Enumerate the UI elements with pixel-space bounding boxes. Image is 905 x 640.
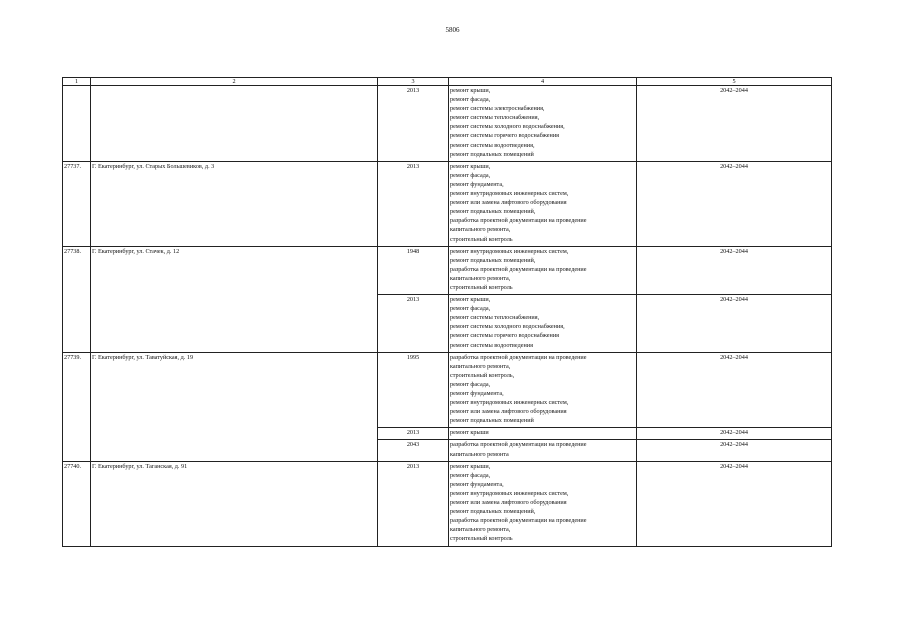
work-item: ремонт фасада, bbox=[450, 171, 491, 179]
column-header: 2 bbox=[91, 78, 378, 86]
work-item: капитального ремонта, bbox=[450, 226, 511, 234]
year-cell: 1995 bbox=[378, 352, 449, 428]
work-item: капитального ремонта bbox=[450, 450, 509, 458]
work-item: ремонт крыши, bbox=[450, 462, 491, 470]
work-item: ремонт системы горячего водоснабжения bbox=[450, 132, 559, 140]
work-item: ремонт подвальных помещений, bbox=[450, 508, 536, 516]
work-item: ремонт или замена лифтового оборудования bbox=[450, 199, 567, 207]
work-item: ремонт крыши, bbox=[450, 162, 491, 170]
work-item: ремонт крыши, bbox=[450, 87, 491, 94]
work-item: ремонт внутридомовых инженерных систем, bbox=[450, 489, 569, 497]
repair-period-cell: 2042–2044 bbox=[637, 161, 832, 246]
repair-period-cell: 2042–2044 bbox=[637, 295, 832, 353]
work-item: ремонт системы горячего водоснабжения bbox=[450, 332, 559, 340]
work-item: ремонт подвальных помещений bbox=[450, 150, 534, 158]
works-cell bbox=[449, 440, 637, 461]
work-item: ремонт внутридомовых инженерных систем, bbox=[450, 247, 569, 255]
work-item: ремонт системы теплоснабжения, bbox=[450, 314, 540, 322]
year-cell: 1948 bbox=[378, 246, 449, 294]
work-item: строительный контроль bbox=[450, 283, 513, 291]
work-item: строительный контроль bbox=[450, 535, 513, 543]
work-item: ремонт системы водоотведения bbox=[450, 341, 533, 349]
work-item: строительный контроль bbox=[450, 235, 513, 243]
repair-period-cell: 2042–2044 bbox=[637, 461, 832, 546]
works-cell bbox=[449, 86, 637, 162]
address-cell: Г. Екатеринбург, ул. Таганская, д. 91 bbox=[91, 461, 378, 546]
work-item: разработка проектной документации на проведение bbox=[450, 517, 587, 525]
row-number-cell: 27738. bbox=[63, 246, 91, 352]
work-item: ремонт крыши, bbox=[450, 296, 491, 304]
work-item: ремонт фасада, bbox=[450, 305, 491, 313]
work-item: строительный контроль, bbox=[450, 371, 515, 379]
year-cell: 2013 bbox=[378, 161, 449, 246]
work-item: ремонт системы водоотведения, bbox=[450, 141, 535, 149]
column-header: 1 bbox=[63, 78, 91, 86]
works-cell bbox=[449, 461, 637, 546]
work-item: ремонт фундамента, bbox=[450, 390, 504, 397]
work-item: ремонт или замена лифтового оборудования bbox=[450, 499, 567, 507]
work-item: разработка проектной документации на проведение bbox=[450, 441, 587, 449]
work-item: ремонт внутридомовых инженерных систем, bbox=[450, 399, 569, 407]
table-row bbox=[63, 86, 832, 162]
column-number-header-row bbox=[63, 78, 832, 86]
page-number: 5806 bbox=[445, 26, 460, 34]
works-cell bbox=[449, 352, 637, 428]
table-row bbox=[63, 352, 832, 428]
work-item: ремонт подвальных помещений bbox=[450, 417, 534, 425]
address-cell: Г. Екатеринбург, ул. Старых Большевиков, д. 3 bbox=[91, 161, 378, 246]
work-item: капитального ремонта, bbox=[450, 362, 511, 370]
table-body bbox=[63, 78, 832, 547]
table-row bbox=[63, 461, 832, 546]
works-cell bbox=[449, 295, 637, 353]
work-item: ремонт фундамента, bbox=[450, 480, 504, 488]
table-row bbox=[63, 161, 832, 246]
year-cell: 2013 bbox=[378, 461, 449, 546]
address-cell: Г. Екатеринбург, ул. Таватуйская, д. 19 bbox=[91, 352, 378, 461]
row-number-cell: 27739. bbox=[63, 352, 91, 461]
work-item: ремонт фундамента, bbox=[450, 180, 504, 188]
repair-period-cell: 2042–2044 bbox=[637, 440, 832, 461]
repair-period-cell: 2042–2044 bbox=[637, 428, 832, 440]
address-cell bbox=[91, 86, 378, 162]
table-row bbox=[63, 246, 832, 294]
year-cell: 2043 bbox=[378, 440, 449, 461]
work-item: разработка проектной документации на проведение bbox=[450, 265, 587, 273]
work-item: ремонт системы теплоснабжения, bbox=[450, 114, 540, 122]
work-item: ремонт внутридомовых инженерных систем, bbox=[450, 190, 569, 198]
year-cell: 2013 bbox=[378, 295, 449, 353]
year-cell: 2013 bbox=[378, 428, 449, 440]
work-item: ремонт крыши bbox=[450, 429, 489, 437]
work-item: ремонт фасада, bbox=[450, 96, 491, 104]
works-cell bbox=[449, 161, 637, 246]
repair-period-cell: 2042–2044 bbox=[637, 352, 832, 428]
work-item: капитального ремонта, bbox=[450, 274, 511, 282]
repair-period-cell: 2042–2044 bbox=[637, 86, 832, 162]
row-number-cell: 27740. bbox=[63, 461, 91, 546]
work-item: ремонт подвальных помещений, bbox=[450, 256, 536, 264]
repair-period-cell: 2042–2044 bbox=[637, 246, 832, 294]
address-cell: Г. Екатеринбург, ул. Стачек, д. 12 bbox=[91, 246, 378, 352]
work-item: разработка проектной документации на проведение bbox=[450, 217, 587, 225]
work-item: разработка проектной документации на проведение bbox=[450, 353, 587, 361]
work-item: ремонт или замена лифтового оборудования bbox=[450, 408, 567, 416]
column-header: 4 bbox=[449, 78, 637, 86]
work-item: ремонт системы электроснабжения, bbox=[450, 105, 545, 113]
works-cell bbox=[449, 428, 637, 440]
works-cell bbox=[449, 246, 637, 294]
work-item: ремонт системы холодного водоснабжения, bbox=[450, 323, 565, 331]
work-item: ремонт подвальных помещений, bbox=[450, 208, 536, 216]
repair-schedule-table bbox=[62, 77, 832, 547]
column-header: 3 bbox=[378, 78, 449, 86]
row-number-cell bbox=[63, 86, 91, 162]
row-number-cell: 27737. bbox=[63, 161, 91, 246]
work-item: ремонт фасада, bbox=[450, 380, 491, 388]
year-cell: 2013 bbox=[378, 86, 449, 162]
work-item: капитального ремонта, bbox=[450, 526, 511, 534]
work-item: ремонт системы холодного водоснабжения, bbox=[450, 123, 565, 131]
column-header: 5 bbox=[637, 78, 832, 86]
work-item: ремонт фасада, bbox=[450, 471, 491, 479]
